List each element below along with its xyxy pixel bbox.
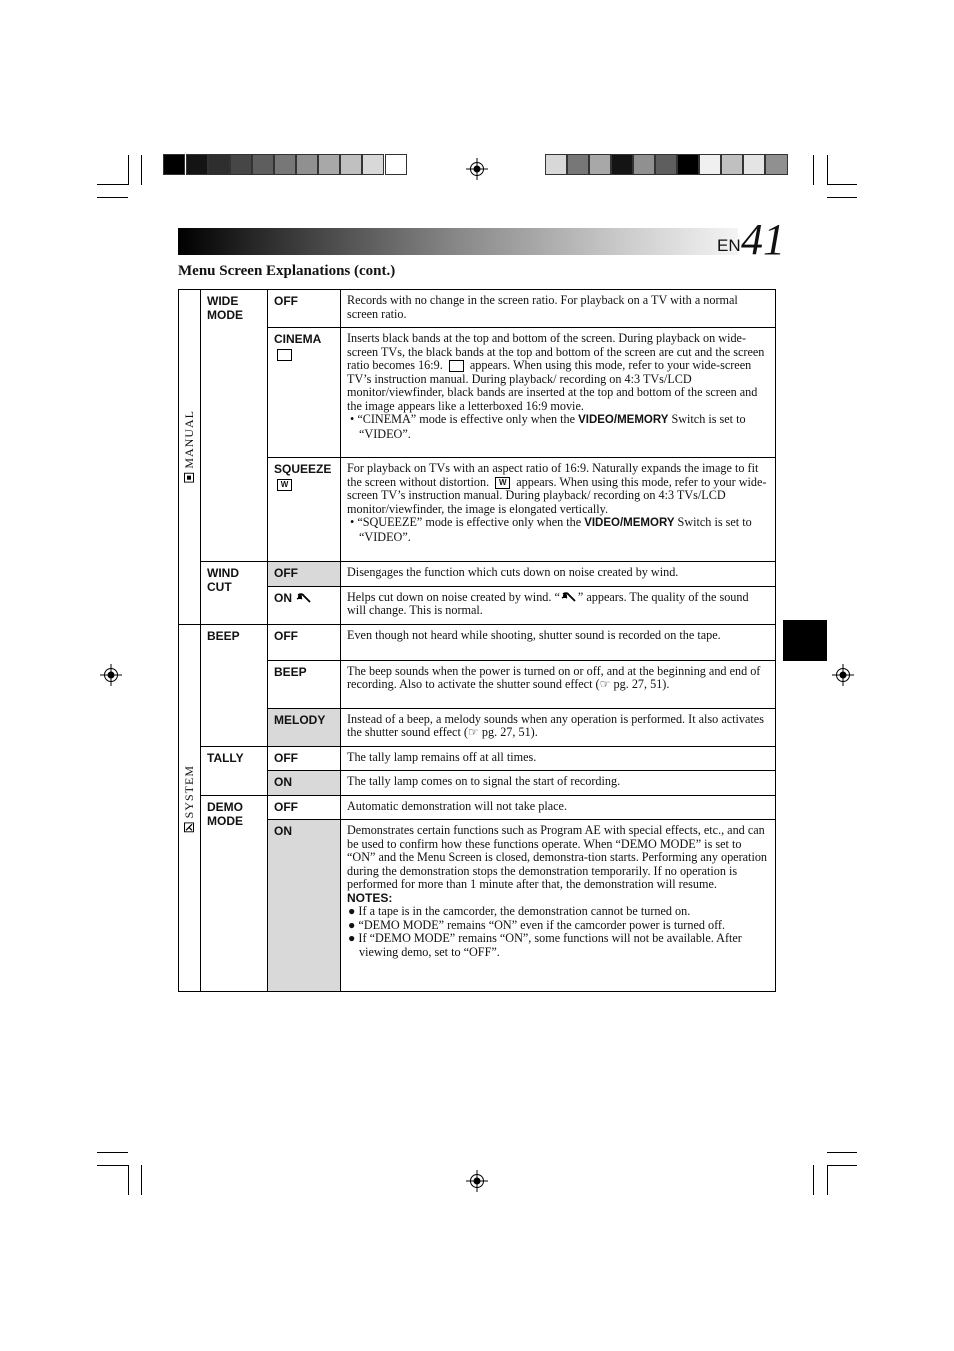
option-cell [268, 586, 341, 624]
table-row [179, 660, 776, 708]
table-row [179, 290, 776, 328]
section-title: Menu Screen Explanations (cont.) [178, 263, 396, 279]
table-row [179, 624, 776, 660]
option-label: MELODY [268, 708, 341, 746]
manual-mode-icon [185, 473, 195, 483]
menu-item-label: DEMO MODE [201, 795, 268, 992]
page-number: 41 [741, 215, 785, 264]
menu-item-label: WIND CUT [201, 562, 268, 625]
note: • “SQUEEZE” mode is effective only when the VIDEO/MEMORY Switch is set to “VIDEO”. [350, 515, 752, 544]
table-row [179, 586, 776, 624]
option-description: Inserts black bands at the top and bottom of the screen. During playback on wide-screen TVs, the black bands at the top and bottom of the screen are cut and the screen ratio becomes 16:9. appears. When using this mode, refer to your wide-screen TV’s instruction manual. During playback/ recording on 4:3 TVs/LCD monitor/viewfinder, black bands are inserted at the top and bottom of the screen and the image appears like a letterboxed 16:9 movie. • “CINEMA” mode is effective only when the VIDEO/MEMORY Switch is set to “VIDEO”. [341, 328, 776, 458]
table-row [179, 708, 776, 746]
registration-mark-icon [832, 664, 854, 686]
option-label: ON [268, 771, 341, 796]
squeeze-icon: W [495, 477, 510, 489]
option-cell [268, 328, 341, 458]
registration-mark-icon [466, 158, 488, 180]
option-description: Helps cut down on noise created by wind. “ ” appears. The quality of the sound will change. This is normal. [341, 586, 776, 624]
option-label: OFF [268, 746, 341, 771]
option-description: Demonstrates certain functions such as Program AE with special effects, etc., and can be used to confirm how these functions operate. When “DEMO MODE” is set to “ON” and the Menu Screen is closed, demonstra-tion starts. Performing any operation during the demonstration stops the demonstration temporarily. If no operation is performed for more than 1 minute after that, the demonstration will resume. NOTES: ● If a tape is in the camcorder, the demonstration cannot be turned on. ● “DEMO MODE” remains “ON” even if the camcorder power is turned off. ● If “DEMO MODE” remains “ON”, some functions will not be available. After viewing demo, set to “OFF”. [341, 820, 776, 992]
option-label: ON [268, 820, 341, 992]
menu-explanations-table [178, 289, 776, 992]
note-item: ● If “DEMO MODE” remains “ON”, some functions will not be available. After viewing demo, set to “OFF”. [348, 931, 742, 959]
option-label: OFF [268, 795, 341, 820]
category-label: SYSTEM [182, 764, 196, 818]
option-description: Instead of a beep, a melody sounds when any operation is performed. It also activates the shutter sound effect (☞ pg. 27, 51). [341, 708, 776, 746]
category-manual [179, 290, 201, 625]
menu-item-label: TALLY [201, 746, 268, 795]
note: • “CINEMA” mode is effective only when the VIDEO/MEMORY Switch is set to “VIDEO”. [350, 412, 746, 441]
registration-mark-icon [100, 664, 122, 686]
option-description: Automatic demonstration will not take place. [341, 795, 776, 820]
table-row [179, 458, 776, 562]
option-description: The tally lamp remains off at all times. [341, 746, 776, 771]
option-description: Records with no change in the screen ratio. For playback on a TV with a normal screen ratio. [341, 290, 776, 328]
option-description: Even though not heard while shooting, shutter sound is recorded on the tape. [341, 624, 776, 660]
side-thumb-tab [783, 620, 827, 661]
option-description: For playback on TVs with an aspect ratio of 16:9. Naturally expands the image to fit the screen without distortion. W appears. When using this mode, refer to your wide-screen TV’s instruction manual. During playback/ recording on 4:3 TVs/LCD monitor/viewfinder, the image is elongated vertically. • “SQUEEZE” mode is effective only when the VIDEO/MEMORY Switch is set to “VIDEO”. [341, 458, 776, 562]
system-icon [185, 822, 195, 832]
category-label: MANUAL [182, 410, 196, 469]
option-description: The tally lamp comes on to signal the start of recording. [341, 771, 776, 796]
registration-mark-icon [466, 1170, 488, 1192]
option-label: CINEMA [274, 332, 322, 346]
option-label: OFF [268, 290, 341, 328]
table-row [179, 771, 776, 796]
wind-icon [560, 592, 578, 603]
menu-item-label: WIDE MODE [201, 290, 268, 562]
header-gradient-bar [178, 228, 738, 255]
table-row [179, 820, 776, 992]
menu-item-label: BEEP [201, 624, 268, 746]
note-item: ● If a tape is in the camcorder, the demonstration cannot be turned on. [348, 904, 691, 918]
option-label: SQUEEZE [274, 462, 332, 476]
option-label: BEEP [268, 660, 341, 708]
category-system [179, 624, 201, 992]
table-row [179, 328, 776, 458]
option-label: ON [274, 590, 292, 605]
note-item: ● “DEMO MODE” remains “ON” even if the camcorder power is turned off. [348, 917, 726, 932]
cinema-icon [277, 349, 292, 361]
option-cell [268, 458, 341, 562]
squeeze-icon: W [277, 479, 292, 491]
table-row [179, 746, 776, 771]
option-label: OFF [268, 562, 341, 587]
wind-icon [295, 593, 313, 604]
notes-heading: NOTES: [347, 890, 393, 905]
cinema-icon [449, 360, 464, 372]
page-language: EN [717, 236, 741, 255]
table-row [179, 795, 776, 820]
option-description: The beep sounds when the power is turned on or off, and at the beginning and end of recording. Also to activate the shutter sound effect (☞ pg. 27, 51). [341, 660, 776, 708]
option-description: Disengages the function which cuts down on noise created by wind. [341, 562, 776, 587]
table-row [179, 562, 776, 587]
option-label: OFF [268, 624, 341, 660]
